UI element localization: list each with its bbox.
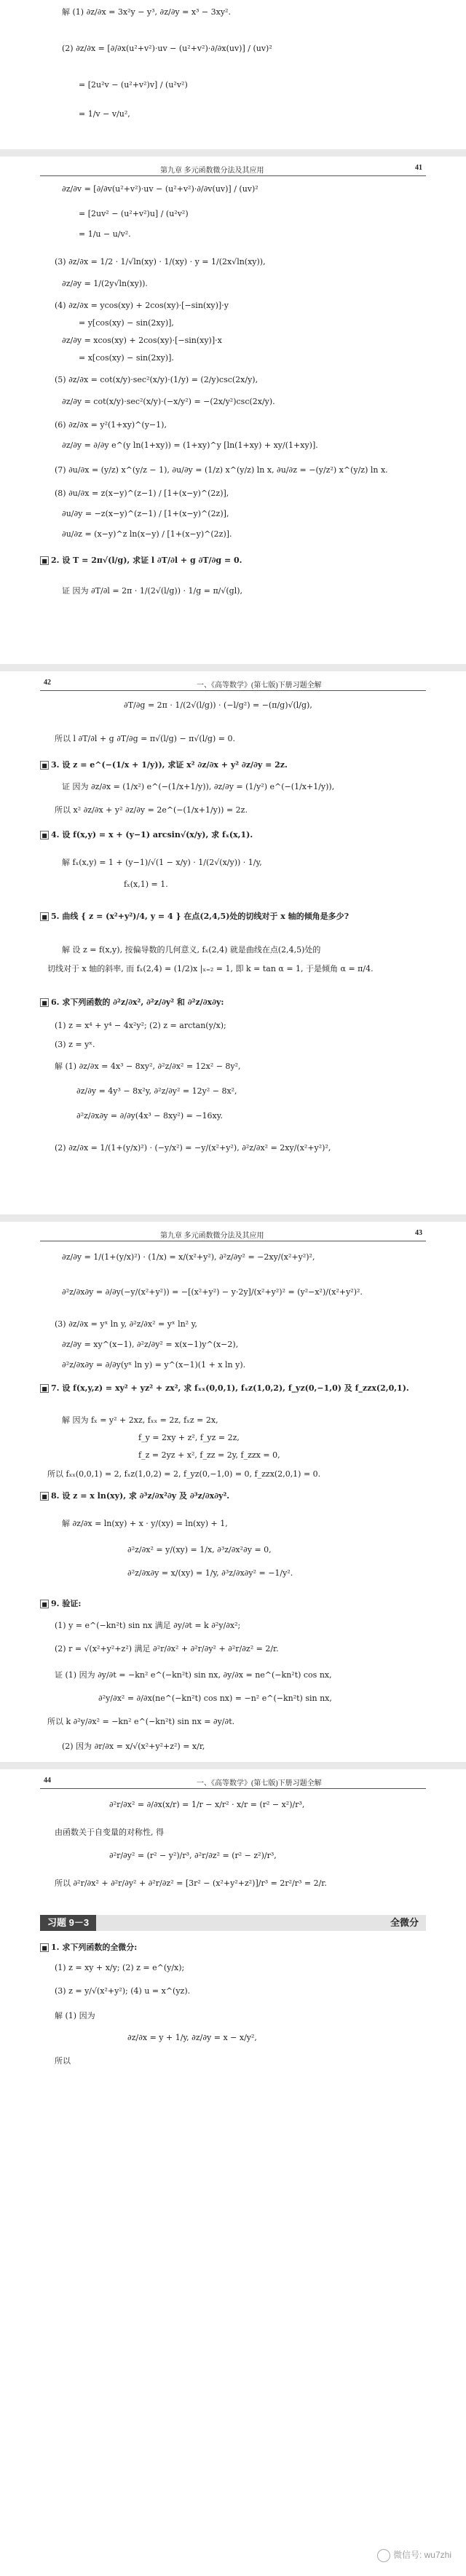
solution-line: (1) z = x⁴ + y⁴ − 4x²y²; (2) z = arctan(y/x); — [55, 1021, 226, 1030]
solution-line: ∂u/∂y = −z(x−y)^(z−1) / [1+(x−y)^(2z)], — [62, 509, 229, 518]
problem-marker-icon: ■ — [40, 831, 49, 839]
solution-line: ∂²r/∂y² = (r² − y²)/r³, ∂²r/∂z² = (r² − z²)/r³, — [109, 1851, 277, 1860]
solution-line: 所以 fₓₓ(0,0,1) = 2, fₓz(1,0,2) = 2, f_yz(0,−1,0) = 0, f_zzx(2,0,1) = 0. — [47, 1469, 321, 1479]
solution-line: = x[cos(xy) − sin(2xy)]. — [79, 353, 174, 363]
page-header — [0, 164, 466, 178]
solution-line: 所以 ∂²r/∂x² + ∂²r/∂y² + ∂²r/∂z² = [3r² − (x²+y²+z²)]/r³ = 2r²/r³ = 2/r. — [55, 1878, 327, 1888]
solution-line: (2) r = √(x²+y²+z²) 满足 ∂²r/∂x² + ∂²r/∂y² + ∂²r/∂z² = 2/r. — [55, 1644, 279, 1654]
solution-line: fₓ(x,1) = 1. — [124, 880, 168, 889]
solution-line: 解 因为 fₓ = y² + 2xz, fₓₓ = 2z, fₓz = 2x, — [62, 1415, 218, 1425]
solution-line: (3) ∂z/∂x = yˣ ln y, ∂²z/∂x² = yˣ ln² y, — [55, 1319, 197, 1329]
page-separator — [0, 1762, 466, 1769]
problem-text: 7. 设 f(x,y,z) = xy² + yz² + zx², 求 fₓₓ(0,0,1), fₓz(1,0,2), f_yz(0,−1,0) 及 f_zzx(2,0,1). — [51, 1383, 409, 1393]
header-rule — [40, 690, 426, 691]
solution-line: (1) y = e^(−kn²t) sin nx 满足 ∂y/∂t = k ∂²y/∂x²; — [55, 1621, 241, 1630]
problem-marker-icon: ■ — [40, 1600, 49, 1608]
solution-line: ∂²z/∂x² = y/(xy) = 1/x, ∂³z/∂x²∂y = 0, — [127, 1545, 272, 1554]
problem-marker-icon: ■ — [40, 912, 49, 921]
solution-line: 解 设 z = f(x,y), 按偏导数的几何意义, fₓ(2,4) 就是曲线在点(2,4,5)处的 — [62, 945, 321, 955]
solution-line: ∂z/∂x = y + 1/y, ∂z/∂y = x − x/y², — [127, 2033, 257, 2042]
solution-line: ∂z/∂y = 1/(2y√ln(xy)). — [62, 279, 148, 288]
problem-statement — [40, 1599, 81, 1609]
solution-line: ∂²y/∂x² = ∂/∂x(ne^(−kn²t) cos nx) = −n² e^(−kn²t) sin nx, — [98, 1694, 332, 1703]
page-number: 41 — [415, 164, 422, 172]
problem-marker-icon: ■ — [40, 556, 49, 565]
solution-line: ∂z/∂y = 1/(1+(y/x)²) · (1/x) = x/(x²+y²), ∂²z/∂y² = −2xy/(x²+y²)², — [62, 1252, 315, 1262]
solution-line: (2) 因为 ∂r/∂x = x/√(x²+y²+z²) = x/r, — [62, 1742, 205, 1751]
page-number: 44 — [44, 1777, 51, 1785]
solution-line: ∂z/∂y = xy^(x−1), ∂²z/∂y² = x(x−1)y^(x−2), — [62, 1340, 239, 1349]
solution-line: 切线对于 x 轴的斜率, 而 fₓ(2,4) = (1/2)x |ₓ₌₂ = 1, 即 k = tan α = 1, 于是倾角 α = π/4. — [47, 964, 374, 973]
solution-line: ∂z/∂y = xcos(xy) + 2cos(xy)·[−sin(xy)]·x — [62, 336, 222, 345]
page-separator — [0, 149, 466, 157]
solution-line: = 1/u − u/v². — [79, 229, 131, 239]
solution-line: 解 (1) 因为 — [55, 2011, 95, 2020]
page-40-fragment — [0, 0, 466, 153]
problem-text: 8. 设 z = x ln(xy), 求 ∂³z/∂x²∂y 及 ∂³z/∂x∂y². — [51, 1491, 230, 1501]
problem-text: 2. 设 T = 2π√(l/g), 求证 l ∂T/∂l + g ∂T/∂g = 0. — [51, 556, 242, 565]
page-41 — [0, 157, 466, 670]
running-title: 一、《高等数学》(第七版)下册习题全解 — [197, 1779, 322, 1787]
page-header — [0, 1777, 466, 1791]
page-separator — [0, 664, 466, 671]
problem-text: 5. 曲线 { z = (x²+y²)/4, y = 4 } 在点(2,4,5)处的切线对于 x 轴的倾角是多少? — [51, 912, 350, 921]
page-number: 42 — [44, 679, 51, 687]
solution-line: (3) ∂z/∂x = 1/2 · 1/√ln(xy) · 1/(xy) · y = 1/(2x√ln(xy)), — [55, 257, 266, 266]
wechat-watermark — [377, 2548, 451, 2562]
solution-line: ∂T/∂g = 2π · 1/(2√(l/g)) · (−l/g²) = −(π/g)√(l/g), — [124, 700, 312, 710]
solution-line: (2) ∂z/∂x = 1/(1+(y/x)²) · (−y/x²) = −y/(x²+y²), ∂²z/∂x² = 2xy/(x²+y²)², — [55, 1143, 331, 1153]
solution-line: ∂²z/∂x∂y = x/(xy) = 1/y, ∂³z/∂x∂y² = −1/y². — [127, 1568, 293, 1578]
solution-line: 由函数关于自变量的对称性, 得 — [55, 1828, 164, 1837]
solution-line: 解 fₓ(x,y) = 1 + (y−1)/√(1 − x/y) · 1/(2√(x/y)) · 1/y, — [62, 858, 262, 867]
page-separator — [0, 1214, 466, 1222]
solution-line: (7) ∂u/∂x = (y/z) x^(y/z − 1), ∂u/∂y = (1/z) x^(y/z) ln x, ∂u/∂z = −(y/z²) x^(y/z) ln x. — [55, 465, 388, 475]
solution-line: ∂²z/∂x∂y = ∂/∂y(4x³ − 8xy²) = −16xy. — [76, 1111, 224, 1121]
exercise-label: 习题 9－3 — [40, 1915, 96, 1931]
problem-marker-icon: ■ — [40, 1492, 49, 1501]
solution-line: (3) z = yˣ. — [55, 1040, 95, 1049]
solution-line: 解 ∂z/∂x = ln(xy) + x · y/(xy) = ln(xy) + 1, — [62, 1519, 228, 1528]
running-title: 第九章 多元函数微分法及其应用 — [160, 167, 264, 175]
solution-line: (6) ∂z/∂x = y²(1+xy)^(y−1), — [55, 420, 167, 430]
solution-line: f_y = 2xy + z², f_yz = 2z, — [138, 1433, 240, 1442]
problem-statement — [40, 556, 242, 566]
page-header — [0, 1229, 466, 1244]
page-42 — [0, 671, 466, 1217]
problem-text: 3. 设 z = e^(−(1/x + 1/y)), 求证 x² ∂z/∂x + y² ∂z/∂y = 2z. — [51, 760, 288, 770]
solution-line: ∂u/∂z = (x−y)^z ln(x−y) / [1+(x−y)^(2z)]. — [62, 529, 232, 539]
solution-line: (3) z = y/√(x²+y²); (4) u = x^(yz). — [55, 1986, 191, 1996]
solution-line: (2) ∂z/∂x = [∂/∂x(u²+v²)·uv − (u²+v²)·∂/∂x(uv)] / (uv)² — [62, 44, 272, 53]
problem-statement — [40, 1383, 409, 1394]
problem-statement — [40, 760, 288, 770]
watermark-text: 微信号: wu7zhi — [392, 2550, 451, 2560]
problem-marker-icon: ■ — [40, 1943, 49, 1952]
page-header — [0, 679, 466, 693]
header-rule — [40, 1788, 426, 1789]
solution-line: ∂z/∂v = [∂/∂v(u²+v²)·uv − (u²+v²)·∂/∂v(uv)] / (uv)² — [62, 184, 258, 194]
solution-line: 所以 k ∂²y/∂x² = −kn² e^(−kn²t) sin nx = ∂y/∂t. — [47, 1717, 235, 1726]
exercise-title: 全微分 — [390, 1917, 419, 1928]
problem-statement — [40, 830, 253, 840]
solution-line: 解 (1) ∂z/∂x = 3x²y − y³, ∂z/∂y = x³ − 3xy². — [62, 7, 231, 17]
problem-statement — [40, 997, 224, 1008]
solution-line: 证 (1) 因为 ∂y/∂t = −kn² e^(−kn²t) sin nx, ∂y/∂x = ne^(−kn²t) cos nx, — [55, 1670, 332, 1680]
solution-line: 解 (1) ∂z/∂x = 4x³ − 8xy², ∂²z/∂x² = 12x² − 8y², — [55, 1062, 241, 1071]
problem-statement — [40, 1943, 137, 1953]
solution-line: ∂²r/∂x² = ∂/∂x(x/r) = 1/r − x/r² · x/r = (r² − x²)/r³, — [109, 1800, 305, 1809]
wechat-icon — [377, 2549, 390, 2562]
problem-text: 1. 求下列函数的全微分: — [51, 1943, 138, 1952]
solution-line: = y[cos(xy) − sin(2xy)], — [79, 318, 174, 328]
problem-statement — [40, 1491, 229, 1501]
solution-line: 所以 — [55, 2056, 71, 2066]
problem-statement — [40, 912, 349, 922]
running-title: 一、《高等数学》(第七版)下册习题全解 — [197, 681, 322, 690]
solution-line: ∂z/∂y = 4y³ − 8x²y, ∂²z/∂y² = 12y² − 8x², — [76, 1086, 237, 1096]
solution-line: = [2u²v − (u²+v²)v] / (u²v²) — [79, 80, 188, 90]
page-44 — [0, 1769, 466, 2576]
solution-line: = [2uv² − (u²+v²)u] / (u²v²) — [79, 209, 189, 218]
solution-line: 所以 l ∂T/∂l + g ∂T/∂g = π√(l/g) − π√(l/g) = 0. — [55, 734, 235, 743]
solution-line: ∂z/∂y = ∂/∂y e^(y ln(1+xy)) = (1+xy)^y [ln(1+xy) + xy/(1+xy)]. — [62, 440, 318, 450]
solution-line: 证 因为 ∂z/∂x = (1/x²) e^(−(1/x+1/y)), ∂z/∂y = (1/y²) e^(−(1/x+1/y)), — [62, 782, 335, 791]
solution-line: = 1/v − v/u², — [79, 109, 130, 119]
solution-line: 所以 x² ∂z/∂x + y² ∂z/∂y = 2e^(−(1/x+1/y)) = 2z. — [55, 805, 248, 815]
exercise-section-bar — [40, 1915, 426, 1931]
solution-line: ∂²z/∂x∂y = ∂/∂y(−y/(x²+y²)) = −[(x²+y²) − y·2y]/(x²+y²)² = (y²−x²)/(x²+y²)². — [62, 1287, 363, 1297]
problem-marker-icon: ■ — [40, 1384, 49, 1393]
solution-line: 证 因为 ∂T/∂l = 2π · 1/(2√(l/g)) · 1/g = π/√(gl), — [62, 586, 243, 596]
problem-text: 6. 求下列函数的 ∂²z/∂x², ∂²z/∂y² 和 ∂²z/∂x∂y: — [51, 997, 224, 1007]
page-number: 43 — [415, 1229, 422, 1237]
solution-line: (4) ∂z/∂x = ycos(xy) + 2cos(xy)·[−sin(xy)]·y — [55, 301, 229, 310]
running-title: 第九章 多元函数微分法及其应用 — [160, 1232, 264, 1240]
problem-marker-icon: ■ — [40, 998, 49, 1007]
solution-line: ∂z/∂y = cot(x/y)·sec²(x/y)·(−x/y²) = −(2x/y²)csc(2x/y). — [62, 397, 275, 406]
problem-marker-icon: ■ — [40, 761, 49, 770]
problem-text: 9. 验证: — [51, 1599, 82, 1608]
solution-line: (5) ∂z/∂x = cot(x/y)·sec²(x/y)·(1/y) = (2/y)csc(2x/y), — [55, 375, 258, 384]
solution-line: (8) ∂u/∂x = z(x−y)^(z−1) / [1+(x−y)^(2z)], — [55, 489, 229, 498]
solution-line: f_z = 2yz + x², f_zz = 2y, f_zzx = 0, — [138, 1450, 280, 1460]
header-rule — [40, 175, 426, 176]
solution-line: ∂²z/∂x∂y = ∂/∂y(yˣ ln y) = y^(x−1)(1 + x ln y). — [62, 1360, 246, 1370]
problem-text: 4. 设 f(x,y) = x + (y−1) arcsin√(x/y), 求 fₓ(x,1). — [51, 830, 253, 839]
solution-line: (1) z = xy + x/y; (2) z = e^(y/x); — [55, 1963, 185, 1972]
